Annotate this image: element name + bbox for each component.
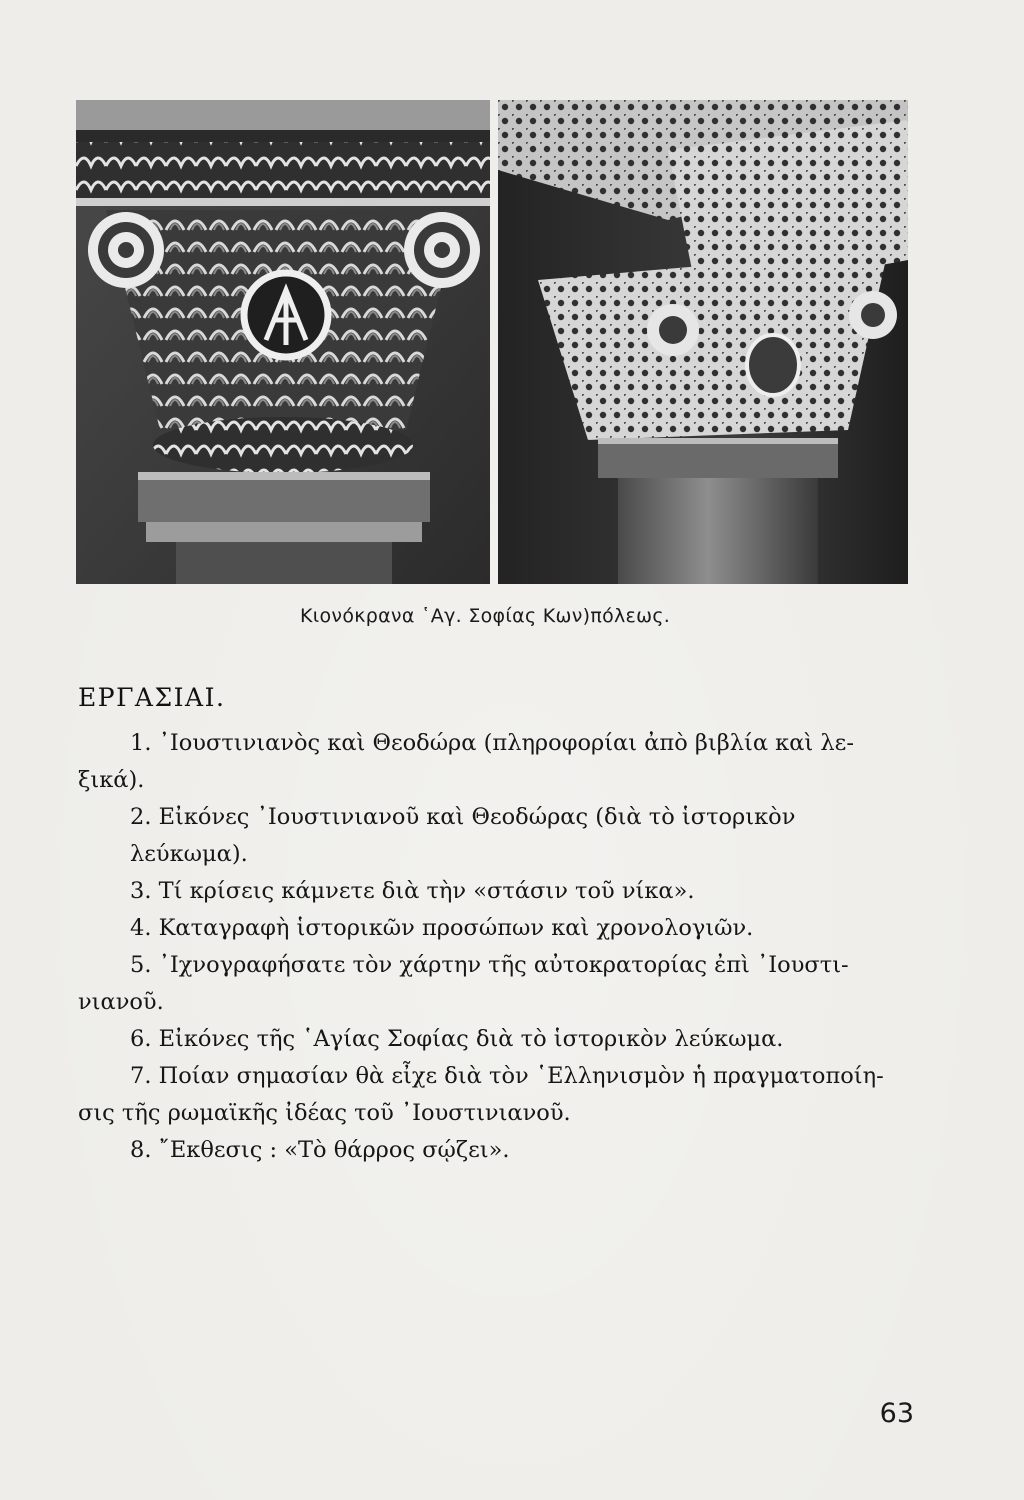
list-item-continuation: σις τῆς ρωμαϊκῆς ἰδέας τοῦ ᾿Ιουστινιανοῦ. bbox=[78, 1100, 571, 1126]
list-item-text: 5. ᾿Ιχνογραφήσατε τὸν χάρτην τῆς αὐτοκρατορίας ἐπὶ ᾿Ιουστι- bbox=[130, 952, 849, 978]
list-item bbox=[78, 1132, 914, 1169]
list-item-text: 6. Εἰκόνες τῆς ῾Αγίας Σοφίας διὰ τὸ ἱστορικὸν λεύκωμα. bbox=[130, 1026, 784, 1052]
capital-photo-left bbox=[76, 100, 490, 584]
list-item-continuation: ξικά). bbox=[78, 767, 145, 793]
list-item bbox=[78, 910, 914, 947]
list-item bbox=[78, 799, 914, 873]
list-item bbox=[78, 947, 914, 1021]
figure-caption: Κιονόκρανα ῾Αγ. Σοφίας Κων)πόλεως. bbox=[300, 605, 671, 627]
capital-photo-icon bbox=[76, 100, 490, 584]
list-item-continuation: νιανοῦ. bbox=[78, 989, 164, 1015]
list-item bbox=[78, 873, 914, 910]
list-item-text: 2. Εἰκόνες ᾿Ιουστινιανοῦ καὶ Θεοδώρας (διὰ τὸ ἱστορικὸν λεύκωμα). bbox=[130, 804, 796, 867]
list-item-text: 8. ῎Εκθεσις : «Τὸ θάρρος σῴζει». bbox=[130, 1137, 510, 1163]
list-item bbox=[78, 1058, 914, 1132]
list-item-text: 3. Τί κρίσεις κάμνετε διὰ τὴν «στάσιν τοῦ νίκα». bbox=[130, 878, 695, 904]
section-heading: ΕΡΓΑΣΙΑΙ. bbox=[78, 683, 226, 712]
list-item-text: 4. Καταγραφὴ ἱστορικῶν προσώπων καὶ χρονολογιῶν. bbox=[130, 915, 754, 941]
capital-photo-icon bbox=[498, 100, 908, 584]
list-item bbox=[78, 725, 914, 799]
list-item-text: 1. ᾿Ιουστινιανὸς καὶ Θεοδώρα (πληροφορίαι ἀπὸ βιβλία καὶ λε- bbox=[130, 730, 854, 756]
list-item bbox=[78, 1021, 914, 1058]
capital-photo-right bbox=[498, 100, 908, 584]
list-item-text: 7. Ποίαν σημασίαν θὰ εἶχε διὰ τὸν ῾Ελληνισμὸν ἡ πραγματοποίη- bbox=[130, 1063, 884, 1089]
task-list bbox=[78, 725, 914, 1169]
photo-pair bbox=[76, 100, 908, 584]
page-number: 63 bbox=[879, 1398, 914, 1429]
